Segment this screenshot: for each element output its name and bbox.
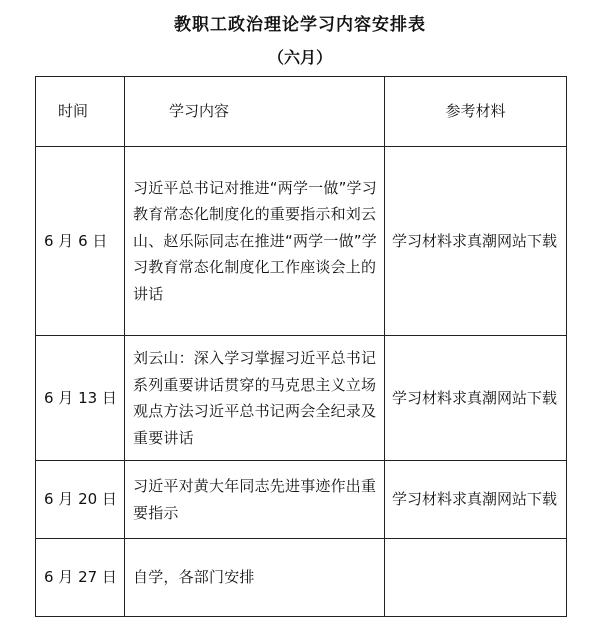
row-content: 自学，各部门安排 [125,539,385,617]
row-date: 6 月 27 日 [36,539,125,617]
row-content: 习近平对黄大年同志先进事迹作出重要指示 [125,461,385,539]
row-content: 习近平总书记对推进“两学一做”学习教育常态化制度化的重要指示和刘云山、赵乐际同志在推进“两学一做”学习教育常态化制度化工作座谈会上的讲话 [125,147,385,336]
header-content: 学习内容 [125,77,385,147]
row-reference: 学习材料求真潮网站下载 [385,147,567,336]
page-subtitle: （六月） [267,48,332,67]
row-date: 6 月 20 日 [36,461,125,539]
table-header-row [36,77,567,147]
table-row [36,461,567,539]
header-date: 时间 [36,77,125,147]
row-date: 6 月 6 日 [36,147,125,336]
row-reference: 学习材料求真潮网站下载 [385,461,567,539]
table-row [36,147,567,336]
row-date: 6 月 13 日 [36,336,125,461]
row-reference [385,539,567,617]
table-row [36,336,567,461]
table-row [36,539,567,617]
page-title: 教职工政治理论学习内容安排表 [174,15,426,35]
schedule-table [35,76,567,617]
header-reference: 参考材料 [385,77,567,147]
row-reference: 学习材料求真潮网站下载 [385,336,567,461]
row-content: 刘云山：深入学习掌握习近平总书记系列重要讲话贯穿的马克思主义立场观点方法习近平总书记两会全纪录及重要讲话 [125,336,385,461]
